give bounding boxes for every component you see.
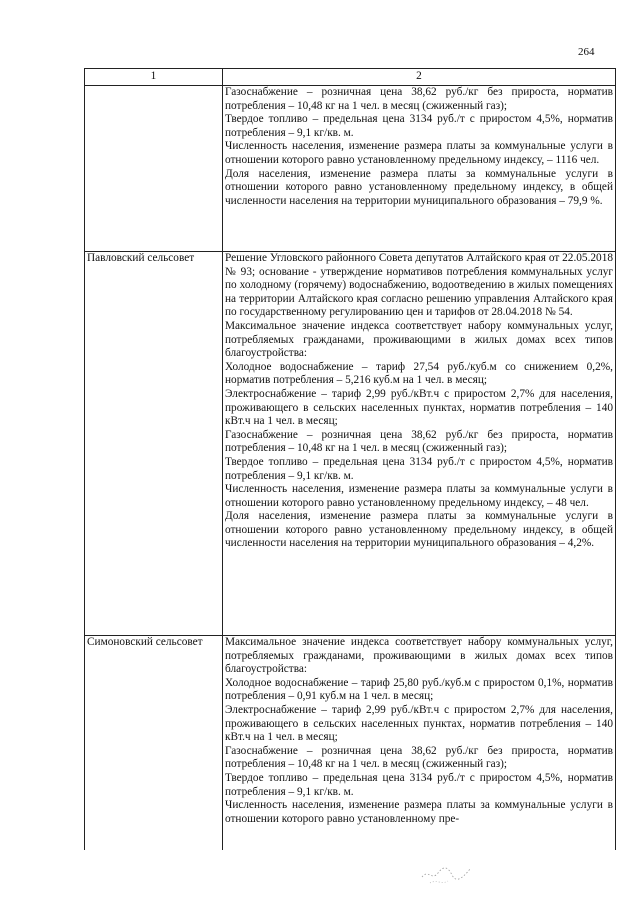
row-content xyxy=(223,252,616,636)
paragraph: Численность населения, изменение размера платы за коммунальные услуги в отношении которого равно установленному пре- xyxy=(225,799,613,825)
paragraph: Решение Угловского районного Совета депутатов Алтайского края от 22.05.2018 № 93; основание - утверждение нормативов потребления коммунальных услуг по холодному (горячему) водоснабжению, водоотведению в жилых помещениях на территории Алтайского края согласно решению управления Алтайского края по государственному регулированию цен и тарифов от 28.04.2018 № 54. xyxy=(225,252,613,319)
paragraph: Численность населения, изменение размера платы за коммунальные услуги в отношении которого равно установленному предельному индексу, – 48 чел. xyxy=(225,483,613,509)
paragraph: Доля населения, изменение размера платы за коммунальные услуги в отношении которого равно установленному предельному индексу, в общей численности населения на территории муниципального образования – 4,2%. xyxy=(225,510,613,550)
tariff-table xyxy=(84,68,616,850)
paragraph: Газоснабжение – розничная цена 38,62 руб./кг без прироста, норматив потребления – 10,48 кг на 1 чел. в месяц (сжиженный газ); xyxy=(225,744,613,771)
municipality-name xyxy=(85,86,223,252)
paragraph: Твердое топливо – предельная цена 3134 руб./т с приростом 4,5%, норматив потребления – 9,1 кг/кв. м. xyxy=(225,771,613,798)
row-content xyxy=(223,86,616,252)
paragraph: Максимальное значение индекса соответствует набору коммунальных услуг, потребляемых гражданами, проживающими в жилых домах всех типов благоустройства: xyxy=(225,319,613,360)
paragraph: Электроснабжение – тариф 2,99 руб./кВт.ч с приростом 2,7% для населения, проживающего в сельских населенных пунктах, норматив потребления – 140 кВт.ч на 1 чел. в месяц; xyxy=(225,387,613,428)
paragraph: Максимальное значение индекса соответствует набору коммунальных услуг, потребляемых гражданами, проживающими в жилых домах всех типов благоустройства: xyxy=(225,636,613,676)
paragraph: Газоснабжение – розничная цена 38,62 руб./кг без прироста, норматив потребления – 10,48 кг на 1 чел. в месяц (сжиженный газ); xyxy=(225,428,613,455)
page-number: 264 xyxy=(578,46,595,58)
paragraph: Численность населения, изменение размера платы за коммунальные услуги в отношении которого равно установленному предельному индексу, – 1116 чел. xyxy=(225,140,613,166)
column-header-2: 2 xyxy=(223,69,616,86)
row-content xyxy=(223,636,616,851)
paragraph: Газоснабжение – розничная цена 38,62 руб./кг без прироста, норматив потребления – 10,48 кг на 1 чел. в месяц (сжиженный газ); xyxy=(225,86,613,112)
table-row xyxy=(85,252,616,636)
paragraph: Электроснабжение – тариф 2,99 руб./кВт.ч с приростом 2,7% для населения, проживающего в сельских населенных пунктах, норматив потребления – 140 кВт.ч на 1 чел. в месяц; xyxy=(225,703,613,744)
signature-mark xyxy=(418,857,478,887)
paragraph: Доля населения, изменение размера платы за коммунальные услуги в отношении которого равно установленному предельному индексу, в общей численности населения на территории муниципального образования – 79,9 %. xyxy=(225,167,613,207)
municipality-name: Павловский сельсовет xyxy=(85,252,223,636)
paragraph: Холодное водоснабжение – тариф 27,54 руб./куб.м со снижением 0,2%, норматив потребления – 5,216 куб.м на 1 чел. в месяц; xyxy=(225,360,613,387)
table-row xyxy=(85,86,616,252)
table-row xyxy=(85,636,616,851)
paragraph: Холодное водоснабжение – тариф 25,80 руб./куб.м с приростом 0,1%, норматив потребления – 0,91 куб.м на 1 чел. в месяц; xyxy=(225,676,613,703)
paragraph: Твердое топливо – предельная цена 3134 руб./т с приростом 4,5%, норматив потребления – 9,1 кг/кв. м. xyxy=(225,113,613,139)
column-header-1: 1 xyxy=(85,69,223,86)
table-header-row xyxy=(85,69,616,86)
municipality-name: Симоновский сельсовет xyxy=(85,636,223,851)
paragraph: Твердое топливо – предельная цена 3134 руб./т с приростом 4,5%, норматив потребления – 9,1 кг/кв. м. xyxy=(225,455,613,482)
